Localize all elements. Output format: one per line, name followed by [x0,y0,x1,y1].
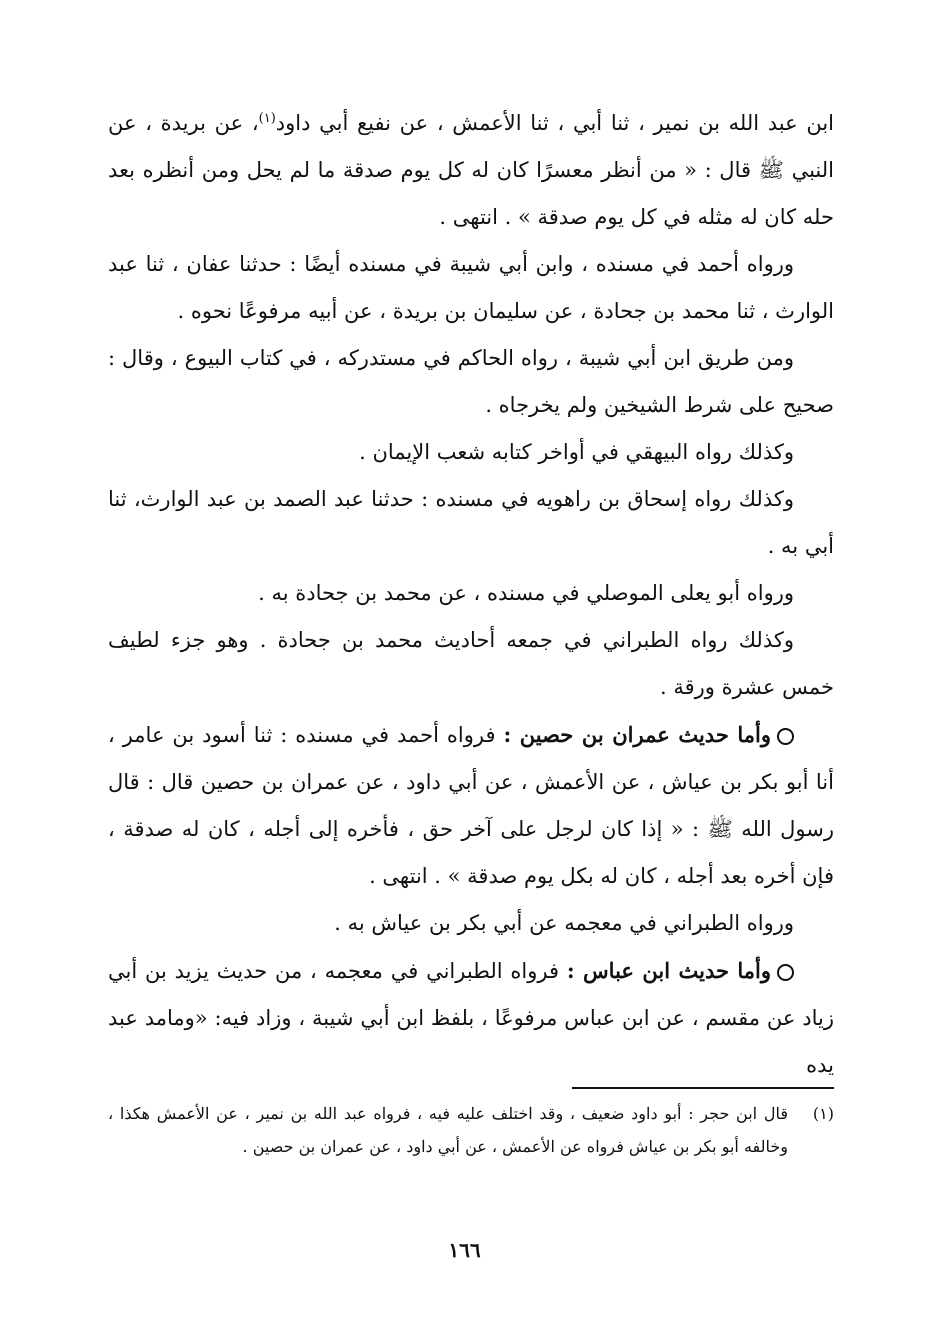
section-circle-icon [777,964,794,981]
footnote-text: قال ابن حجر : أبو داود ضعيف ، وقد اختلف عليه فيه ، فرواه عبد الله بن نمير ، عن الأعمش هكذا ، وخالفه أبو بكر بن عياش فرواه عن الأعمش ، عن أبي داود ، عن عمران بن حصين . [108,1104,788,1156]
section-ibn-abbas [108,947,834,1089]
section-imran-followup: ورواه الطبراني في معجمه عن أبي بكر بن عياش به . [334,911,794,935]
section-imran [108,711,834,900]
page-number: ١٦٦ [448,1238,481,1262]
main-text [108,100,834,1089]
paragraph-6: ورواه أبو يعلى الموصلي في مسنده ، عن محمد بن جحادة به . [258,581,794,605]
footnote-1 [108,1097,834,1163]
footnote-number: (١) [812,1104,834,1123]
paragraph-1 [108,100,834,241]
paragraph-3: ومن طريق ابن أبي شيبة ، رواه الحاكم في مستدركه ، في كتاب البيوع ، وقال : صحيح على شرط الشيخين ولم يخرجاه . [108,346,834,417]
section-ibn-abbas-text: فرواه الطبراني في معجمه ، من حديث يزيد بن أبي زياد عن مقسم ، عن ابن عباس مرفوعًا ، بلفظ ابن أبي شيبة ، وزاد فيه: «ومامد عبد يده [108,959,834,1077]
section-ibn-abbas-heading: وأما حديث ابن عباس : [566,958,772,983]
footnotes [108,1097,834,1163]
paragraph-1-part2: ، عن بريدة ، عن النبي ﷺ قال : « من أنظر معسرًا كان له كل يوم صدقة ما لم يحل ومن أنظره بعد حله كان له مثله في كل يوم صدقة » . انتهى . [108,111,834,229]
paragraph-4: وكذلك رواه البيهقي في أواخر كتابه شعب الإيمان . [359,440,794,464]
paragraph-5: وكذلك رواه إسحاق بن راهويه في مسنده : حدثنا عبد الصمد بن عبد الوارث، ثنا أبي به . [108,487,834,558]
paragraph-7: وكذلك رواه الطبراني في جمعه أحاديث محمد بن جحادة . وهو جزء لطيف خمس عشرة ورقة . [108,628,834,699]
section-imran-text: فرواه أحمد في مسنده : ثنا أسود بن عامر ، أنا أبو بكر بن عياش ، عن الأعمش ، عن أبي داود ، عن عمران بن حصين قال : قال رسول الله ﷺ : « إذا كان لرجل على آخر حق ، فأخره إلى أجله ، كان له صدقة ، فإن أخره بعد أجله ، كان له بكل يوم صدقة » . انتهى . [108,723,834,888]
footnote-reference-1[interactable]: (١) [258,111,276,126]
section-circle-icon [777,728,794,745]
paragraph-1-part1: ابن عبد الله بن نمير ، ثنا أبي ، ثنا الأعمش ، عن نفيع أبي داود [275,111,834,135]
footnote-divider [572,1087,834,1089]
paragraph-2: ورواه أحمد في مسنده ، وابن أبي شيبة في مسنده أيضًا : حدثنا عفان ، ثنا عبد الوارث ، ثنا محمد بن جحادة ، عن سليمان بن بريدة ، عن أبيه مرفوعًا نحوه . [108,252,834,323]
section-imran-heading: وأما حديث عمران بن حصين : [503,722,771,747]
